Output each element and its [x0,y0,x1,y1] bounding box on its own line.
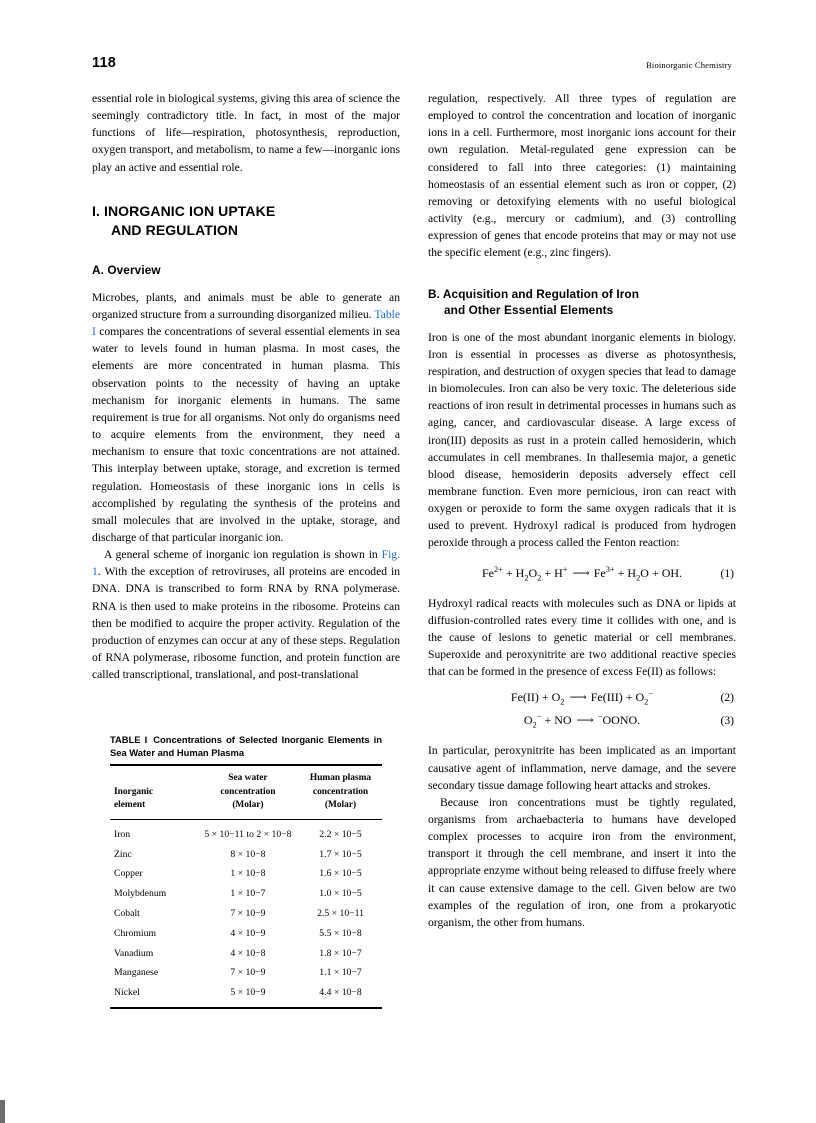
section-heading-line1: I. INORGANIC ION UPTAKE [92,202,276,219]
cell-sea-water: 1 × 10−7 [230,888,266,900]
table-row [110,844,382,864]
right-column [428,90,736,931]
spacer [92,240,400,262]
paragraph-because-iron: Because iron concentrations must be tightly regulated, organisms from archaebacteria to humans have developed complex processes to acquire iron from the environment, transport it through the cell membrane, and insert it into the appropriate enzyme without being released to diffuse freely where it can cause extensive damage to the cell. Given below are two examples of the regulation of iron, one from a prokaryotic organism, the other from humans. [428,795,736,929]
subsection-heading-line1: B. Acquisition and Regulation of Iron [428,286,640,301]
cell-plasma: 1.7 × 10−5 [319,848,362,860]
page-edge-mark [0,1100,5,1123]
cell-element: Molybdenum [114,888,167,900]
cell-sea-water: 5 × 10−11 to 2 × 10−8 [204,828,292,840]
equation-3 [428,712,736,729]
spacer [92,176,400,202]
cell-sea-water: 5 × 10−9 [230,987,266,999]
spacer [428,262,736,286]
column-header-human-plasma [299,766,382,819]
column-header-sea-water-line1: Sea water [228,773,268,784]
equation-2 [428,689,736,706]
cell-plasma: 2.5 × 10−11 [317,908,364,920]
cell-element: Iron [114,828,131,840]
cell-element: Chromium [114,927,156,939]
equation-1 [428,565,736,582]
table-header-row [110,766,382,819]
cell-element: Cobalt [114,908,140,920]
paragraph-overview-2-part-b: . With the exception of retroviruses, all proteins are encoded in DNA. DNA is transcribed to form RNA by RNA polymerase. RNA is then used to make proteins in the ribosome. Proteins can then be modified to acquire the proper activity. Regulation of the production of enzymes can occur at any of these steps. Regulation of RNA polymerase, ribosome function, and protein function are called transcriptional, translational, and post-translational [92,565,400,682]
paragraph-overview-1-part-a: Microbes, plants, and animals must be able to generate an organized structure from a surrounding disorganized milieu. [92,290,400,321]
cell-plasma: 2.2 × 10−5 [319,828,362,840]
figure-1-crossref-link[interactable]: Fig. 1 [92,548,400,579]
cell-sea-water: 7 × 10−9 [230,967,266,979]
paragraph-iron-intro: Iron is one of the most abundant inorganic elements in biology. Iron is essential in processes as diverse as photosynthesis, respiration, and destruction of oxygen species that lead to damage in biomolecules. Iron can also be very toxic. The deleterious side reactions of iron result in detrimental processes in humans such as aging, cancer, and cardiovascular disease. A large excess of iron(III) deposits as rust in a protein called hemosiderin, which accumulates in cell membranes. In thallesemia major, a genetic blood disease, hemosiderin deposits adversely effect cell membrane function. Even more pernicious, iron can react with oxygen or peroxide to form the same oxygen radicals that it is used to prevent. Hydroxyl radical is produced from hydrogen peroxide through a process called the Fenton reaction: [428,330,736,550]
table-row [110,963,382,983]
column-header-human-plasma-line1: Human plasma [309,773,372,784]
paragraph-hydroxyl: Hydroxyl radical reacts with molecules such as DNA or lipids at diffusion-controlled rates every time it collides with one, and is the cause of lesions to genetic material or cell membranes. Superoxide and peroxynitrite are two additional reactive species that can be formed in the presence of excess Fe(II) as follows: [428,596,736,679]
paragraph-overview-2 [92,546,400,683]
cell-plasma: 1.1 × 10−7 [319,967,362,979]
cell-element: Vanadium [114,947,154,959]
equation-2-number: (2) [720,691,734,705]
table-caption-text: Concentrations of Selected Inorganic Elements in Sea Water and Human Plasma [110,734,382,759]
column-header-sea-water-line2: concentration [220,786,276,797]
table-row [110,884,382,904]
paragraph-overview-1-part-b: compares the concentrations of several essential elements in sea water to levels found in human plasma. In most cases, the elements are more concentrated in human plasma. This observation points to the necessity of having an uptake mechanism for inorganic elements in humans. The same requirement is true for all organisms. Not only do organisms need to acquire elements from the environment, they need a mechanism to ensure that toxic concentrations are not attained. This interplay between uptake, storage, and excretion is termed regulation. Homeostasis of these inorganic ions in cells is accomplished by regulating the synthesis of the proteins and small molecules that are involved in the uptake, storage, and discharge of that particular inorganic ion. [92,325,400,544]
cell-sea-water: 1 × 10−8 [230,868,266,880]
table-row [110,904,382,924]
table-label: TABLE I [110,734,148,745]
equation-2-body: $Fe(II) + O_2$ ⟶ $Fe(III) + O_2^-$ [510,689,654,707]
cell-element: Copper [114,868,143,880]
paragraph-continued-left: essential role in biological systems, giving this area of science the seemingly contradictory title. In fact, in most of the major functions of life—respiration, photosynthesis, reproduction, oxygen transport, and metabolism, to name a few—inorganic ions play an active and essential role. [92,92,400,174]
equation-3-body: $O_2^-$ + NO ⟶ −OONO. [523,712,641,730]
paragraph-continued-right: regulation, respectively. All three types of regulation are employed to control the concentration and location of inorganic ions in a cell. Furthermore, most inorganic ions account for their own regulation. Metal-regulated gene expression can be considered to fall into three categories: (1) maintaining homeostasis of an essential element such as iron or copper, (2) removing or detoxifying elements with no useful biological activity (e.g., mercury or cadmium), and (3) controlling expression of genes that encode proteins that may or may not use the specific element (e.g., zinc fingers). [428,92,736,260]
cell-sea-water: 4 × 10−9 [230,927,266,939]
cell-sea-water: 8 × 10−8 [230,848,266,860]
running-title: Bioinorganic Chemistry [646,60,732,70]
table-row [110,923,382,943]
equation-1-number: (1) [720,566,734,580]
page-number: 118 [92,55,116,71]
running-head [92,55,732,77]
cell-plasma: 4.4 × 10−8 [319,987,362,999]
cell-element: Zinc [114,848,132,860]
cell-plasma: 5.5 × 10−8 [319,927,362,939]
subsection-heading-a-overview [92,262,400,278]
subsection-heading-line1: A. Overview [92,262,161,277]
subsection-heading-line2: and Other Essential Elements [444,302,614,317]
table-i-block [110,733,382,1009]
cell-plasma: 1.6 × 10−5 [319,868,362,880]
left-column [92,90,400,683]
section-heading-line2: AND REGULATION [111,221,239,238]
column-header-human-plasma-line3: (Molar) [324,800,357,811]
column-header-sea-water [197,766,299,819]
table-bottom-rule [110,1008,382,1009]
column-header-element-line2: element [114,800,146,811]
column-header-element-line1: Inorganic [114,786,154,797]
reaction-arrow-icon: ⟶ [576,713,593,728]
section-heading-i [92,202,400,240]
table-row [110,983,382,1008]
subsection-heading-b-acquisition [428,286,736,318]
cell-element: Nickel [114,987,140,999]
spacer [92,278,400,289]
column-header-element [110,766,197,819]
column-header-sea-water-line3: (Molar) [232,800,264,811]
spacer [428,318,736,329]
column-header-human-plasma-line2: concentration [312,786,369,797]
cell-sea-water: 4 × 10−8 [230,947,266,959]
paragraph-peroxynitrite: In particular, peroxynitrite has been implicated as an important causative agent of inflammation, nerve damage, and the severe secondary tissue damage following heart attacks and strokes. [428,744,736,792]
table-caption [110,733,382,759]
cell-plasma: 1.8 × 10−7 [319,947,362,959]
equation-1-body: $Fe^{2+} + H_2O_2 + H^+$ ⟶ $Fe^{3+} + H_2O$ + OH. [481,564,683,582]
table-row [110,864,382,884]
table-row [110,820,382,844]
cell-plasma: 1.0 × 10−5 [319,888,362,900]
equation-3-number: (3) [720,714,734,728]
cell-sea-water: 7 × 10−9 [230,908,266,920]
reaction-arrow-icon: ⟶ [569,690,586,705]
table-row [110,943,382,963]
reaction-arrow-icon: ⟶ [572,565,589,580]
concentrations-table [110,764,382,1009]
paragraph-overview-1 [92,289,400,546]
cell-element: Manganese [114,967,159,979]
table-i-crossref-link[interactable]: Table I [92,307,400,339]
paragraph-overview-2-part-a: A general scheme of inorganic ion regulation is shown in [104,548,382,562]
